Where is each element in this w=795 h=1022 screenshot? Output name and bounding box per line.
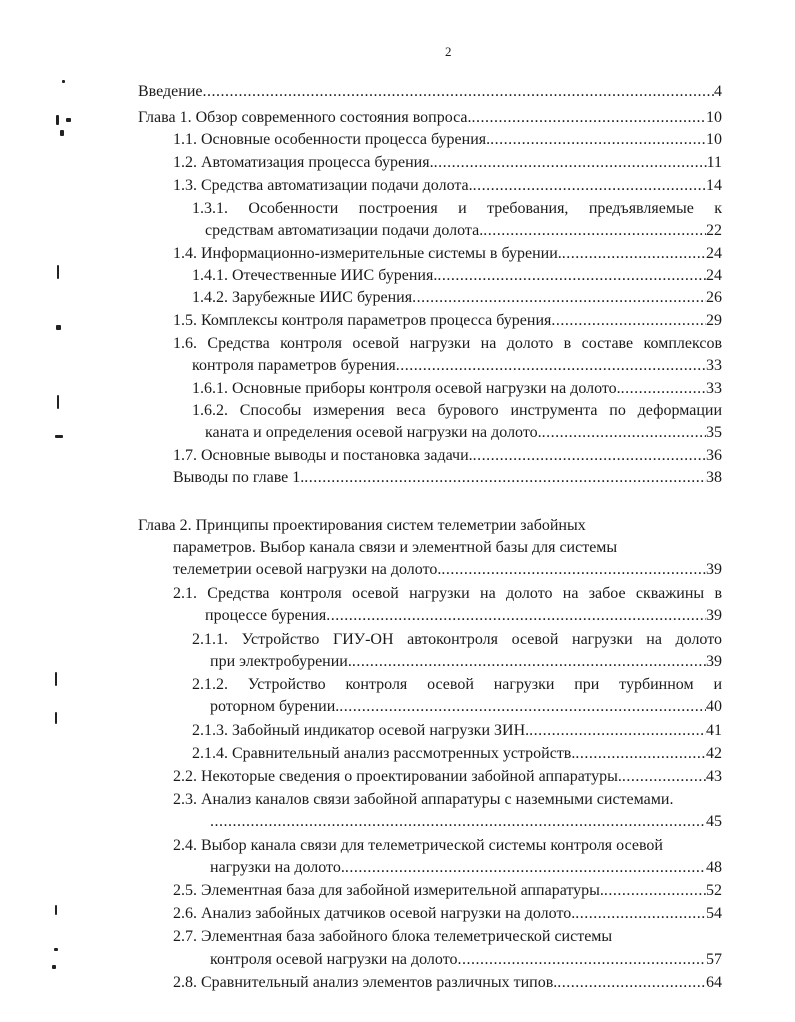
- toc-entry: [192, 288, 722, 308]
- toc-entry-line: 1.3.1. Особенности построения и требования, предъявляемые к: [192, 200, 722, 217]
- toc-page: 14: [706, 177, 722, 194]
- toc-entry-title: процессе бурения: [205, 607, 327, 624]
- toc-entry: [192, 721, 722, 741]
- toc-page: 29: [706, 312, 722, 329]
- toc-page: 41: [706, 722, 722, 739]
- dot-leader: [621, 379, 706, 399]
- toc-entry: [173, 881, 722, 901]
- toc-entry-title: 2.1.4. Сравнительный анализ рассмотренных устройств.: [192, 745, 576, 762]
- toc-entry-line: 1.6.2. Способы измерения веса бурового инструмента по деформации: [192, 402, 722, 419]
- speck: [66, 118, 71, 122]
- toc-entry-title: 2.5. Элементная база для забойной измерительной аппаратуры.: [173, 882, 604, 899]
- toc-entry-line: 2.1.2. Устройство контроля осевой нагрузки при турбинном и: [192, 676, 722, 693]
- toc-page: 45: [706, 813, 722, 830]
- toc-page: 4: [714, 83, 722, 100]
- speck: [52, 965, 56, 969]
- toc-entry-line: 2.7. Элементная база забойного блока телеметрической системы: [173, 928, 613, 945]
- toc-entry: [205, 221, 722, 241]
- toc-entry-title: 2.1.3. Забойный индикатор осевой нагрузки ЗИН.: [192, 722, 530, 739]
- dot-leader: [562, 244, 706, 264]
- toc-entry: [138, 82, 722, 102]
- toc-entry: [173, 904, 722, 924]
- toc-page: 39: [706, 561, 722, 578]
- toc-entry-title: Выводы по главе 1.: [173, 469, 305, 486]
- dot-leader: [622, 767, 706, 787]
- toc-page: 40: [706, 698, 722, 715]
- page-number: 2: [445, 44, 452, 59]
- dot-leader: [473, 446, 706, 466]
- toc-entry-title: контроля осевой нагрузки на долото: [210, 951, 458, 968]
- toc-entry: [138, 108, 722, 128]
- toc-page: 11: [706, 154, 722, 171]
- toc-page: 33: [706, 380, 722, 397]
- toc-entry: [173, 560, 722, 580]
- toc-page: 38: [706, 469, 722, 486]
- toc-entry: [192, 266, 722, 286]
- speck: [57, 395, 59, 409]
- toc-entry-line: Глава 2. Принципы проектирования систем телеметрии забойных: [138, 517, 586, 534]
- toc-entry-title: 1.5. Комплексы контроля параметров процесса бурения: [173, 312, 552, 329]
- toc-page: 57: [706, 951, 722, 968]
- dot-leader: [434, 153, 707, 173]
- toc-entry-line: 2.1.1. Устройство ГИУ-ОН автоконтроля осевой нагрузки на долото: [192, 631, 722, 648]
- toc-entry: [173, 973, 722, 993]
- speck: [56, 325, 61, 330]
- toc-page: 24: [706, 245, 722, 262]
- toc-entry-title: 1.1. Основные особенности процесса бурения.: [173, 131, 491, 148]
- dot-leader: [339, 697, 706, 717]
- toc-entry: [173, 311, 722, 331]
- toc-page: 39: [706, 653, 722, 670]
- dot-leader: [557, 973, 706, 993]
- dot-leader: [604, 881, 706, 901]
- toc-entry: [173, 244, 722, 264]
- toc-entry-line: 2.1. Средства контроля осевой нагрузки на долото на забое скважины в: [173, 585, 722, 602]
- dot-leader: [483, 221, 706, 241]
- speck: [55, 905, 57, 915]
- dot-leader: [352, 652, 706, 672]
- toc-entry-line: 2.3. Анализ каналов связи забойной аппаратуры с наземными системами.: [173, 791, 674, 808]
- dot-leader: [345, 858, 706, 878]
- dot-leader: [326, 606, 706, 626]
- toc-entry: [192, 744, 722, 764]
- toc-entry-title: 1.2. Автоматизация процесса бурения.: [173, 154, 434, 171]
- toc-entry-title: 2.2. Некоторые сведения о проектировании забойной аппаратуры.: [173, 768, 622, 785]
- dot-leader: [457, 950, 706, 970]
- toc-entry: [192, 356, 722, 376]
- toc-page: 33: [706, 357, 722, 374]
- toc-page: 36: [706, 447, 722, 464]
- toc-entry: [210, 858, 722, 878]
- toc-entry: [173, 446, 722, 466]
- toc-entry: [210, 812, 722, 832]
- toc-entry: [173, 176, 722, 196]
- toc-entry-title: 1.4. Информационно-измерительные системы в бурении.: [173, 245, 562, 262]
- speck: [55, 712, 57, 724]
- speck: [60, 130, 64, 136]
- toc-entry-title: роторном бурении.: [210, 698, 340, 715]
- speck: [62, 80, 65, 83]
- dot-leader: [542, 423, 706, 443]
- toc-entry-title: телеметрии осевой нагрузки на долото.: [173, 561, 442, 578]
- dot-leader: [473, 176, 706, 196]
- toc-entry-title: при электробурении.: [210, 653, 352, 670]
- dot-leader: [304, 468, 706, 488]
- dot-leader: [490, 130, 706, 150]
- toc-entry: [173, 767, 722, 787]
- toc-entry-title: нагрузки на долото.: [210, 859, 345, 876]
- dot-leader: [551, 311, 706, 331]
- toc-entry: [205, 423, 722, 443]
- toc-entry: [205, 606, 722, 626]
- toc-page: 48: [706, 859, 722, 876]
- toc-entry-title: 2.6. Анализ забойных датчиков осевой нагрузки на долото.: [173, 905, 576, 922]
- toc-page: 42: [706, 745, 722, 762]
- toc-page: 10: [706, 131, 722, 148]
- toc-entry-line: 2.4. Выбор канала связи для телеметрической системы контроля осевой: [173, 837, 663, 854]
- speck: [56, 115, 59, 125]
- speck: [55, 672, 57, 686]
- toc-entry: [192, 379, 722, 399]
- toc-entry-title: 1.6.1. Основные приборы контроля осевой нагрузки на долото.: [192, 380, 621, 397]
- toc-entry: [173, 130, 722, 150]
- toc-page: 64: [706, 974, 722, 991]
- toc-entry-title: 1.4.2. Зарубежные ИИС бурения: [192, 289, 413, 306]
- toc-entry-title: 2.8. Сравнительный анализ элементов различных типов.: [173, 974, 558, 991]
- toc-entry: [210, 652, 722, 672]
- toc-page: 22: [706, 222, 722, 239]
- toc-page: 35: [706, 424, 722, 441]
- toc-entry: [210, 697, 722, 717]
- dot-leader: [396, 356, 706, 376]
- dot-leader: [575, 744, 706, 764]
- dot-leader: [529, 721, 706, 741]
- toc-page: 43: [706, 768, 722, 785]
- dot-leader: [575, 904, 706, 924]
- toc-page: 10: [706, 109, 722, 126]
- dot-leader: [472, 108, 707, 128]
- toc-page: 24: [706, 267, 722, 284]
- toc-entry: [173, 468, 722, 488]
- toc-entry-line: параметров. Выбор канала связи и элементной базы для системы: [173, 539, 618, 556]
- dot-leader: [441, 560, 706, 580]
- toc-entry-title: каната и определения осевой нагрузки на долото.: [205, 424, 542, 441]
- dot-leader: [437, 266, 706, 286]
- dot-leader: [210, 812, 706, 832]
- toc-entry-title: Введение: [138, 83, 203, 100]
- toc-entry-title: 1.7. Основные выводы и постановка задачи.: [173, 447, 473, 464]
- toc-page: 52: [706, 882, 722, 899]
- toc-entry: [210, 950, 722, 970]
- toc-entry-title: средствам автоматизации подачи долота.: [205, 222, 484, 239]
- toc-page: 39: [706, 607, 722, 624]
- dot-leader: [412, 288, 706, 308]
- toc-page: 54: [706, 905, 722, 922]
- toc-entry-title: 1.4.1. Отечественные ИИС бурения.: [192, 267, 438, 284]
- toc-page: 26: [706, 289, 722, 306]
- toc-entry-title: контроля параметров бурения: [192, 357, 396, 374]
- speck: [55, 435, 63, 438]
- speck: [54, 948, 58, 951]
- toc-entry-line: 1.6. Средства контроля осевой нагрузки на долото в составе комплексов: [173, 335, 722, 352]
- dot-leader: [203, 82, 715, 102]
- toc-entry-title: Глава 1. Обзор современного состояния вопроса.: [138, 109, 472, 126]
- speck: [57, 265, 59, 279]
- toc-entry-title: 1.3. Средства автоматизации подачи долота.: [173, 177, 473, 194]
- toc-entry: [173, 153, 722, 173]
